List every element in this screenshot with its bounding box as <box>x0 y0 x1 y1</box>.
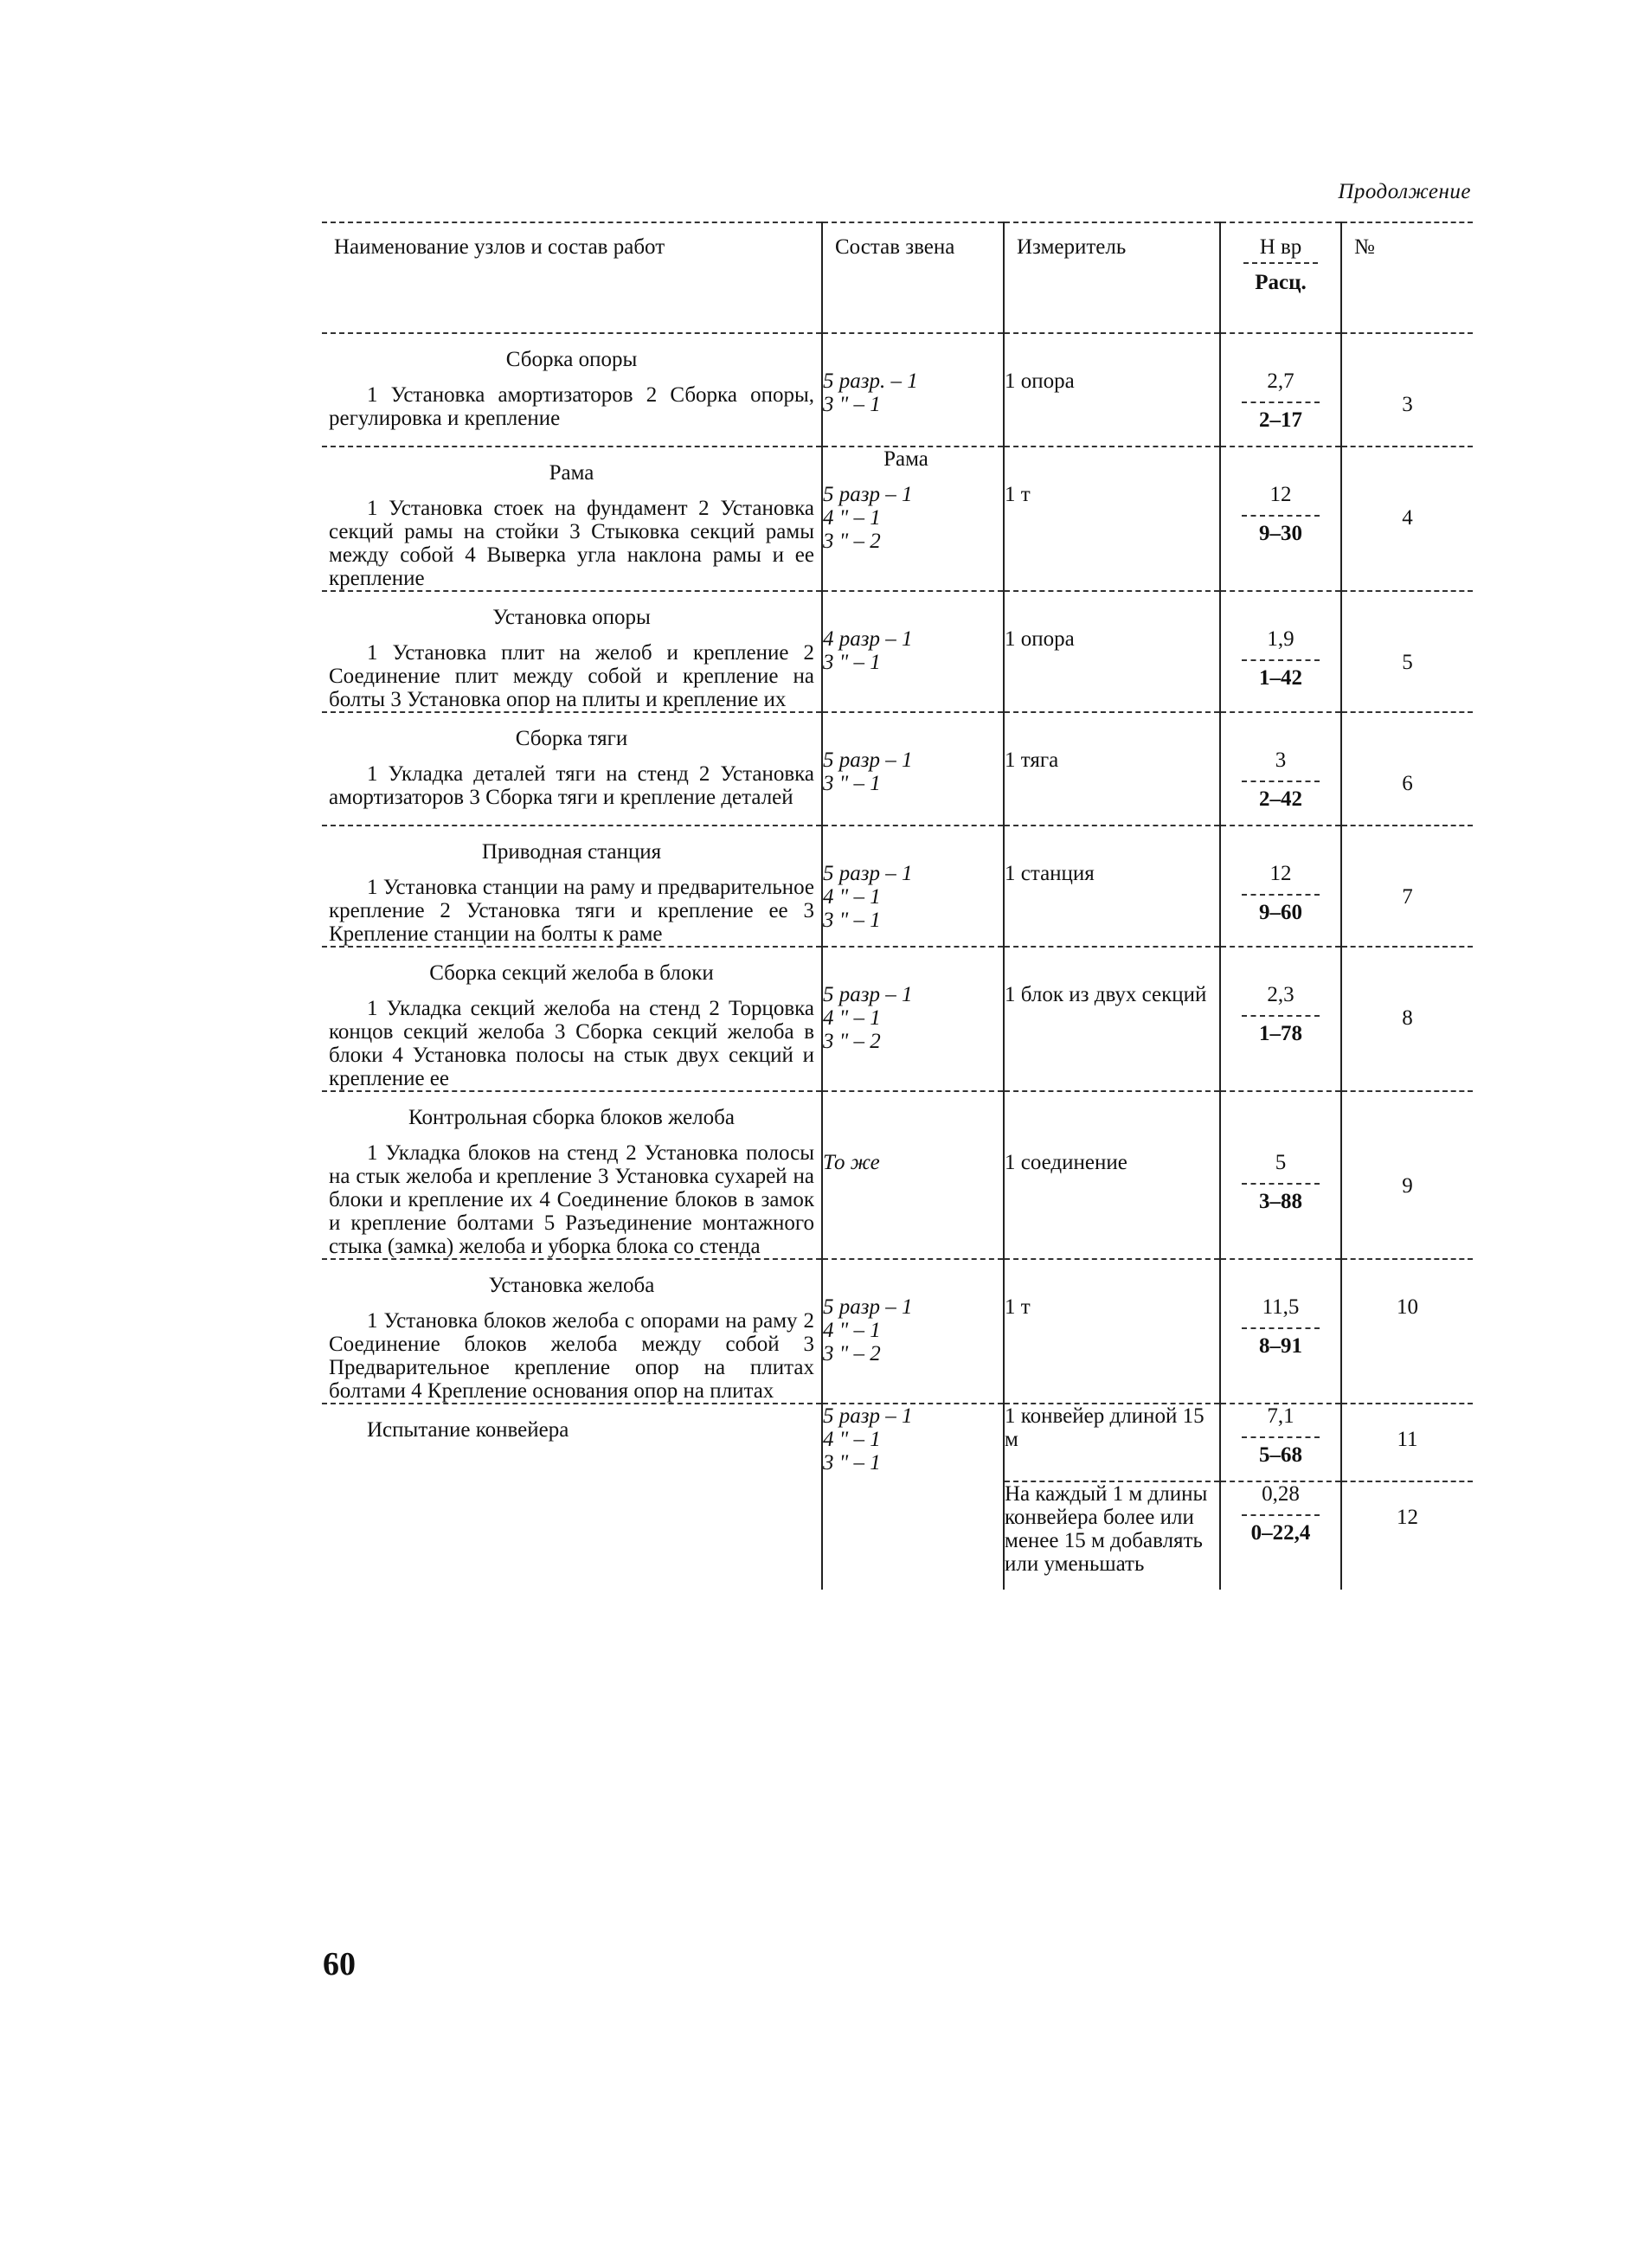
section-title: Сборка тяги <box>515 727 628 750</box>
norm-cell <box>1220 947 1341 1091</box>
crew-line: 4 " – 1 <box>823 1428 881 1451</box>
row-number: 9 <box>1402 1174 1413 1198</box>
work-description <box>322 826 822 947</box>
norm-time: 2,7 <box>1267 369 1294 393</box>
header-crew: Состав звена <box>822 222 1004 333</box>
crew-line: 3 " – 2 <box>823 1342 881 1365</box>
measure-cell <box>1004 1404 1220 1481</box>
row-number-cell <box>1341 591 1473 712</box>
section-title: Рама <box>549 461 594 485</box>
measure-value: 1 блок из двух секций <box>1005 983 1207 1006</box>
crew-line: 5 разр – 1 <box>823 862 913 885</box>
crew-cell <box>822 447 1004 591</box>
crew-line: 3 " – 1 <box>823 393 881 416</box>
section-body: Испытание конвейера <box>367 1418 569 1442</box>
header-hvr-bottom: Расц. <box>1255 271 1307 294</box>
measure-value: 1 соединение <box>1005 1151 1127 1174</box>
row-number: 6 <box>1402 772 1413 795</box>
norms-table <box>322 222 1473 1590</box>
section-title: Установка желоба <box>488 1274 655 1297</box>
section-body: 1 Установка стоек на фундамент 2 Установка секций рамы на стойки 3 Стыковка секций рамы между собой 4 Выверка угла наклона рамы и ее крепление <box>329 497 814 590</box>
row-number: 8 <box>1402 1006 1413 1030</box>
table-row <box>322 1259 1473 1404</box>
row-number-cell <box>1341 1259 1473 1404</box>
row-number: 12 <box>1397 1506 1418 1529</box>
norm-cell <box>1220 1481 1341 1590</box>
norm-cell <box>1220 712 1341 826</box>
header-hvr <box>1220 222 1341 333</box>
measure-value: На каждый 1 м длины конвейера более или менее 15 м добавлять или уменьшать <box>1005 1482 1208 1576</box>
table-row <box>322 826 1473 947</box>
norm-cell <box>1220 1091 1341 1259</box>
crew-line: 4 " – 1 <box>823 885 881 909</box>
row-number: 5 <box>1402 651 1413 674</box>
crew-line: 3 " – 1 <box>823 1451 881 1475</box>
crew-cell <box>822 947 1004 1091</box>
norm-rate: 3–88 <box>1259 1190 1302 1213</box>
crew-line: 3 " – 2 <box>823 530 881 553</box>
measure-value: 1 тяга <box>1005 749 1059 772</box>
measure-cell <box>1004 826 1220 947</box>
norm-time: 12 <box>1269 483 1292 506</box>
measure-value: 1 станция <box>1005 862 1095 885</box>
norm-time: 3 <box>1275 749 1287 772</box>
header-hvr-top: Н вр <box>1243 235 1318 264</box>
norm-rate: 5–68 <box>1259 1443 1302 1467</box>
norm-cell <box>1220 447 1341 591</box>
section-title: Сборка секций желоба в блоки <box>429 961 714 985</box>
table-row <box>322 333 1473 447</box>
section-body: 1 Укладка деталей тяги на стенд 2 Установка амортизаторов 3 Сборка тяги и крепление деталей <box>329 762 814 809</box>
crew-cell <box>822 1091 1004 1259</box>
section-title: Приводная станция <box>481 840 662 864</box>
crew-line: 3 " – 1 <box>823 772 881 795</box>
norm-time: 0,28 <box>1262 1482 1300 1506</box>
work-description <box>322 447 822 591</box>
norm-rate: 8–91 <box>1259 1334 1302 1358</box>
measure-value: 1 опора <box>1005 369 1075 393</box>
crew-line: 5 разр – 1 <box>823 483 913 506</box>
row-number-cell <box>1341 1481 1473 1590</box>
crew-line: 5 разр – 1 <box>823 1295 913 1319</box>
table-row <box>322 1404 1473 1481</box>
row-number-cell <box>1341 712 1473 826</box>
table-row <box>322 712 1473 826</box>
section-body: 1 Установка плит на желоб и крепление 2 Соединение плит между собой и крепление на болты 3 Установка опор на плиты и крепление их <box>329 641 814 711</box>
row-number: 7 <box>1402 885 1413 909</box>
table-row <box>322 591 1473 712</box>
header-name: Наименование узлов и состав работ <box>322 222 822 333</box>
work-description <box>322 1091 822 1259</box>
row-number: 11 <box>1397 1428 1418 1451</box>
header-row <box>322 222 1473 333</box>
row-number-cell <box>1341 947 1473 1091</box>
measure-cell <box>1004 712 1220 826</box>
crew-cell <box>822 1259 1004 1404</box>
measure-cell <box>1004 1259 1220 1404</box>
crew-line: 4 разр – 1 <box>823 627 913 651</box>
norm-cell <box>1220 1259 1341 1404</box>
norm-rate: 9–60 <box>1259 901 1302 924</box>
section-body: 1 Укладка секций желоба на стенд 2 Торцовка концов секций желоба 3 Сборка секций желоба в блоки 4 Установка полосы на стык двух секций и крепление ее <box>329 997 814 1090</box>
measure-cell <box>1004 447 1220 591</box>
norm-cell <box>1220 591 1341 712</box>
work-description <box>322 1404 822 1590</box>
crew-line: 5 разр – 1 <box>823 1404 913 1428</box>
row-number-cell <box>1341 333 1473 447</box>
table-row <box>322 947 1473 1091</box>
crew-line: 4 " – 1 <box>823 1319 881 1342</box>
work-description <box>322 947 822 1091</box>
crew-line: 5 разр. – 1 <box>823 369 918 393</box>
work-description <box>322 1259 822 1404</box>
norm-rate: 2–42 <box>1259 787 1302 811</box>
measure-cell <box>1004 333 1220 447</box>
crew-cell <box>822 333 1004 447</box>
section-body: 1 Установка станции на раму и предварительное крепление 2 Установка тяги и крепление ее 3 Крепление станции на болты к раме <box>329 876 814 946</box>
section-body: 1 Установка блоков желоба с опорами на раму 2 Соединение блоков желоба между собой 3 Предварительное крепление опор на плитах болтами 4 Крепление основания опор на плитах <box>329 1309 814 1403</box>
norm-rate: 1–78 <box>1259 1022 1302 1045</box>
norm-cell <box>1220 333 1341 447</box>
section-title: Контрольная сборка блоков желоба <box>408 1106 735 1129</box>
section-body: 1 Установка амортизаторов 2 Сборка опоры, регулировка и крепление <box>329 383 814 430</box>
row-number: 10 <box>1397 1295 1418 1319</box>
measure-cell <box>1004 591 1220 712</box>
norm-time: 2,3 <box>1267 983 1294 1006</box>
row-number: 3 <box>1402 393 1413 416</box>
norm-rate: 0–22,4 <box>1250 1521 1311 1545</box>
row-number-cell <box>1341 1091 1473 1259</box>
crew-cell <box>822 712 1004 826</box>
measure-value: 1 опора <box>1005 627 1075 651</box>
norm-cell <box>1220 826 1341 947</box>
norm-rate: 9–30 <box>1259 522 1302 545</box>
row-number-cell <box>1341 447 1473 591</box>
norm-time: 12 <box>1269 862 1292 885</box>
section-body: 1 Укладка блоков на стенд 2 Установка полосы на стык желоба и крепление 3 Установка сухарей на блоки и крепление их 4 Соединение блоков в замок и крепление болтами 5 Разъединение монтажного стыка (замка) желоба и уборка блока со стенда <box>329 1141 814 1258</box>
measure-cell <box>1004 947 1220 1091</box>
crew-title: Рама <box>883 447 928 471</box>
norm-rate: 1–42 <box>1259 666 1302 690</box>
crew-line: 5 разр – 1 <box>823 983 913 1006</box>
norm-rate: 2–17 <box>1259 408 1302 432</box>
crew-line: 4 " – 1 <box>823 1006 881 1030</box>
header-num: № <box>1341 222 1473 333</box>
header-measure: Измеритель <box>1004 222 1220 333</box>
row-number: 4 <box>1402 506 1413 530</box>
work-description <box>322 591 822 712</box>
section-title: Установка опоры <box>492 606 651 629</box>
crew-line: 3 " – 1 <box>823 651 881 674</box>
crew-cell <box>822 1404 1004 1590</box>
table-row <box>322 1091 1473 1259</box>
crew-cell <box>822 826 1004 947</box>
continuation-label: Продолжение <box>1338 180 1471 203</box>
measure-cell <box>1004 1481 1220 1590</box>
norm-time: 7,1 <box>1267 1404 1294 1428</box>
norm-time: 5 <box>1275 1151 1287 1174</box>
table-row <box>322 447 1473 591</box>
crew-line: 3 " – 1 <box>823 909 881 932</box>
work-description <box>322 333 822 447</box>
measure-value: 1 т <box>1005 1295 1031 1319</box>
crew-line: 5 разр – 1 <box>823 749 913 772</box>
row-number-cell <box>1341 1404 1473 1481</box>
crew-line: 4 " – 1 <box>823 506 881 530</box>
work-description <box>322 712 822 826</box>
norm-cell <box>1220 1404 1341 1481</box>
crew-line: 3 " – 2 <box>823 1030 881 1053</box>
section-title: Сборка опоры <box>505 348 638 371</box>
measure-value: 1 конвейер длиной 15 м <box>1005 1404 1205 1451</box>
page-number: 60 <box>323 1946 356 1982</box>
row-number-cell <box>1341 826 1473 947</box>
measure-value: 1 т <box>1005 483 1031 506</box>
crew-line: То же <box>823 1151 880 1174</box>
norm-time: 11,5 <box>1262 1295 1300 1319</box>
norm-time: 1,9 <box>1267 627 1294 651</box>
measure-cell <box>1004 1091 1220 1259</box>
crew-cell <box>822 591 1004 712</box>
